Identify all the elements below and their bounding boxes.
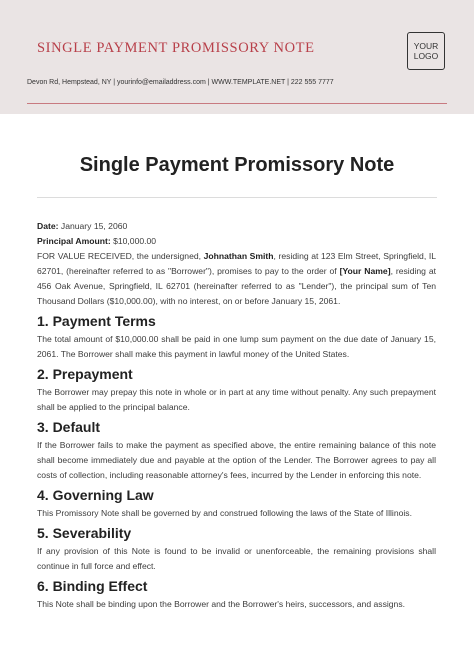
principal-label: Principal Amount:: [37, 236, 111, 246]
intro-paragraph: [37, 249, 436, 309]
section-text-prepayment: The Borrower may prepay this note in whole or in part at any time without penalty. Any such prepayment shall be applied to the principal balance.: [37, 387, 436, 412]
letterhead-contact: Devon Rd, Hempstead, NY | yourinfo@emailaddress.com | WWW.TEMPLATE.NET | 222 555 7777: [27, 79, 334, 86]
principal-line: [37, 234, 436, 249]
letterhead-title: SINGLE PAYMENT PROMISSORY NOTE: [37, 40, 315, 56]
date-line: [37, 219, 436, 234]
intro-text-2: , residing at 123 Elm Street, Springfield, IL 62701, (hereinafter referred to as "Borrower"), promises to pay to the order of: [37, 251, 436, 276]
title-divider: [37, 197, 437, 198]
date-label: Date:: [37, 221, 59, 231]
section-heading-binding-effect: 6. Binding Effect: [37, 578, 148, 594]
intro-text-1: FOR VALUE RECEIVED, the undersigned,: [37, 251, 204, 261]
section-text-severability: If any provision of this Note is found to be invalid or unenforceable, the remaining provisions shall continue in full force and effect.: [37, 546, 436, 571]
principal-value: $10,000.00: [113, 236, 157, 246]
section-heading-governing-law: 4. Governing Law: [37, 487, 154, 503]
lender-name: [Your Name]: [339, 266, 391, 276]
page-title: Single Payment Promissory Note: [79, 154, 395, 176]
date-value: January 15, 2060: [60, 221, 128, 231]
section-text-default: If the Borrower fails to make the payment as specified above, the entire remaining balance of this note shall become immediately due and payable at the option of the Lender. The Borrower agrees to pay all costs of collection, including reasonable attorney's fees, incurred by the Lender in enforcing this note.: [37, 440, 436, 480]
section-text-payment-terms: The total amount of $10,000.00 shall be paid in one lump sum payment on the due date of January 15, 2061. The Borrower shall make this payment in lawful money of the United States.: [37, 334, 436, 359]
section-text-binding-effect: This Note shall be binding upon the Borrower and the Borrower's heirs, successors, and assigns.: [37, 599, 406, 609]
section-heading-default: 3. Default: [37, 419, 101, 435]
intro-text-3: , residing at 456 Oak Avenue, Springfield, IL 62701 (hereinafter referred to as "Lender"), the principal sum of Ten Thousand Dollars ($10,000.00), with no interest, on or before January 15, 2061.: [37, 266, 436, 306]
section-heading-severability: 5. Severability: [37, 525, 132, 541]
logo-placeholder: [407, 32, 445, 70]
section-heading-prepayment: 2. Prepayment: [37, 366, 133, 382]
document-body: [37, 219, 436, 612]
section-text-governing-law: This Promissory Note shall be governed by and construed following the laws of the State of Illinois.: [37, 508, 412, 518]
borrower-name: Johnathan Smith: [203, 251, 274, 261]
logo-text-line2: LOGO: [413, 51, 439, 61]
letterhead: [0, 0, 474, 114]
section-heading-payment-terms: 1. Payment Terms: [37, 313, 156, 329]
logo-text-line1: YOUR: [413, 41, 439, 51]
letterhead-divider: [27, 103, 447, 104]
